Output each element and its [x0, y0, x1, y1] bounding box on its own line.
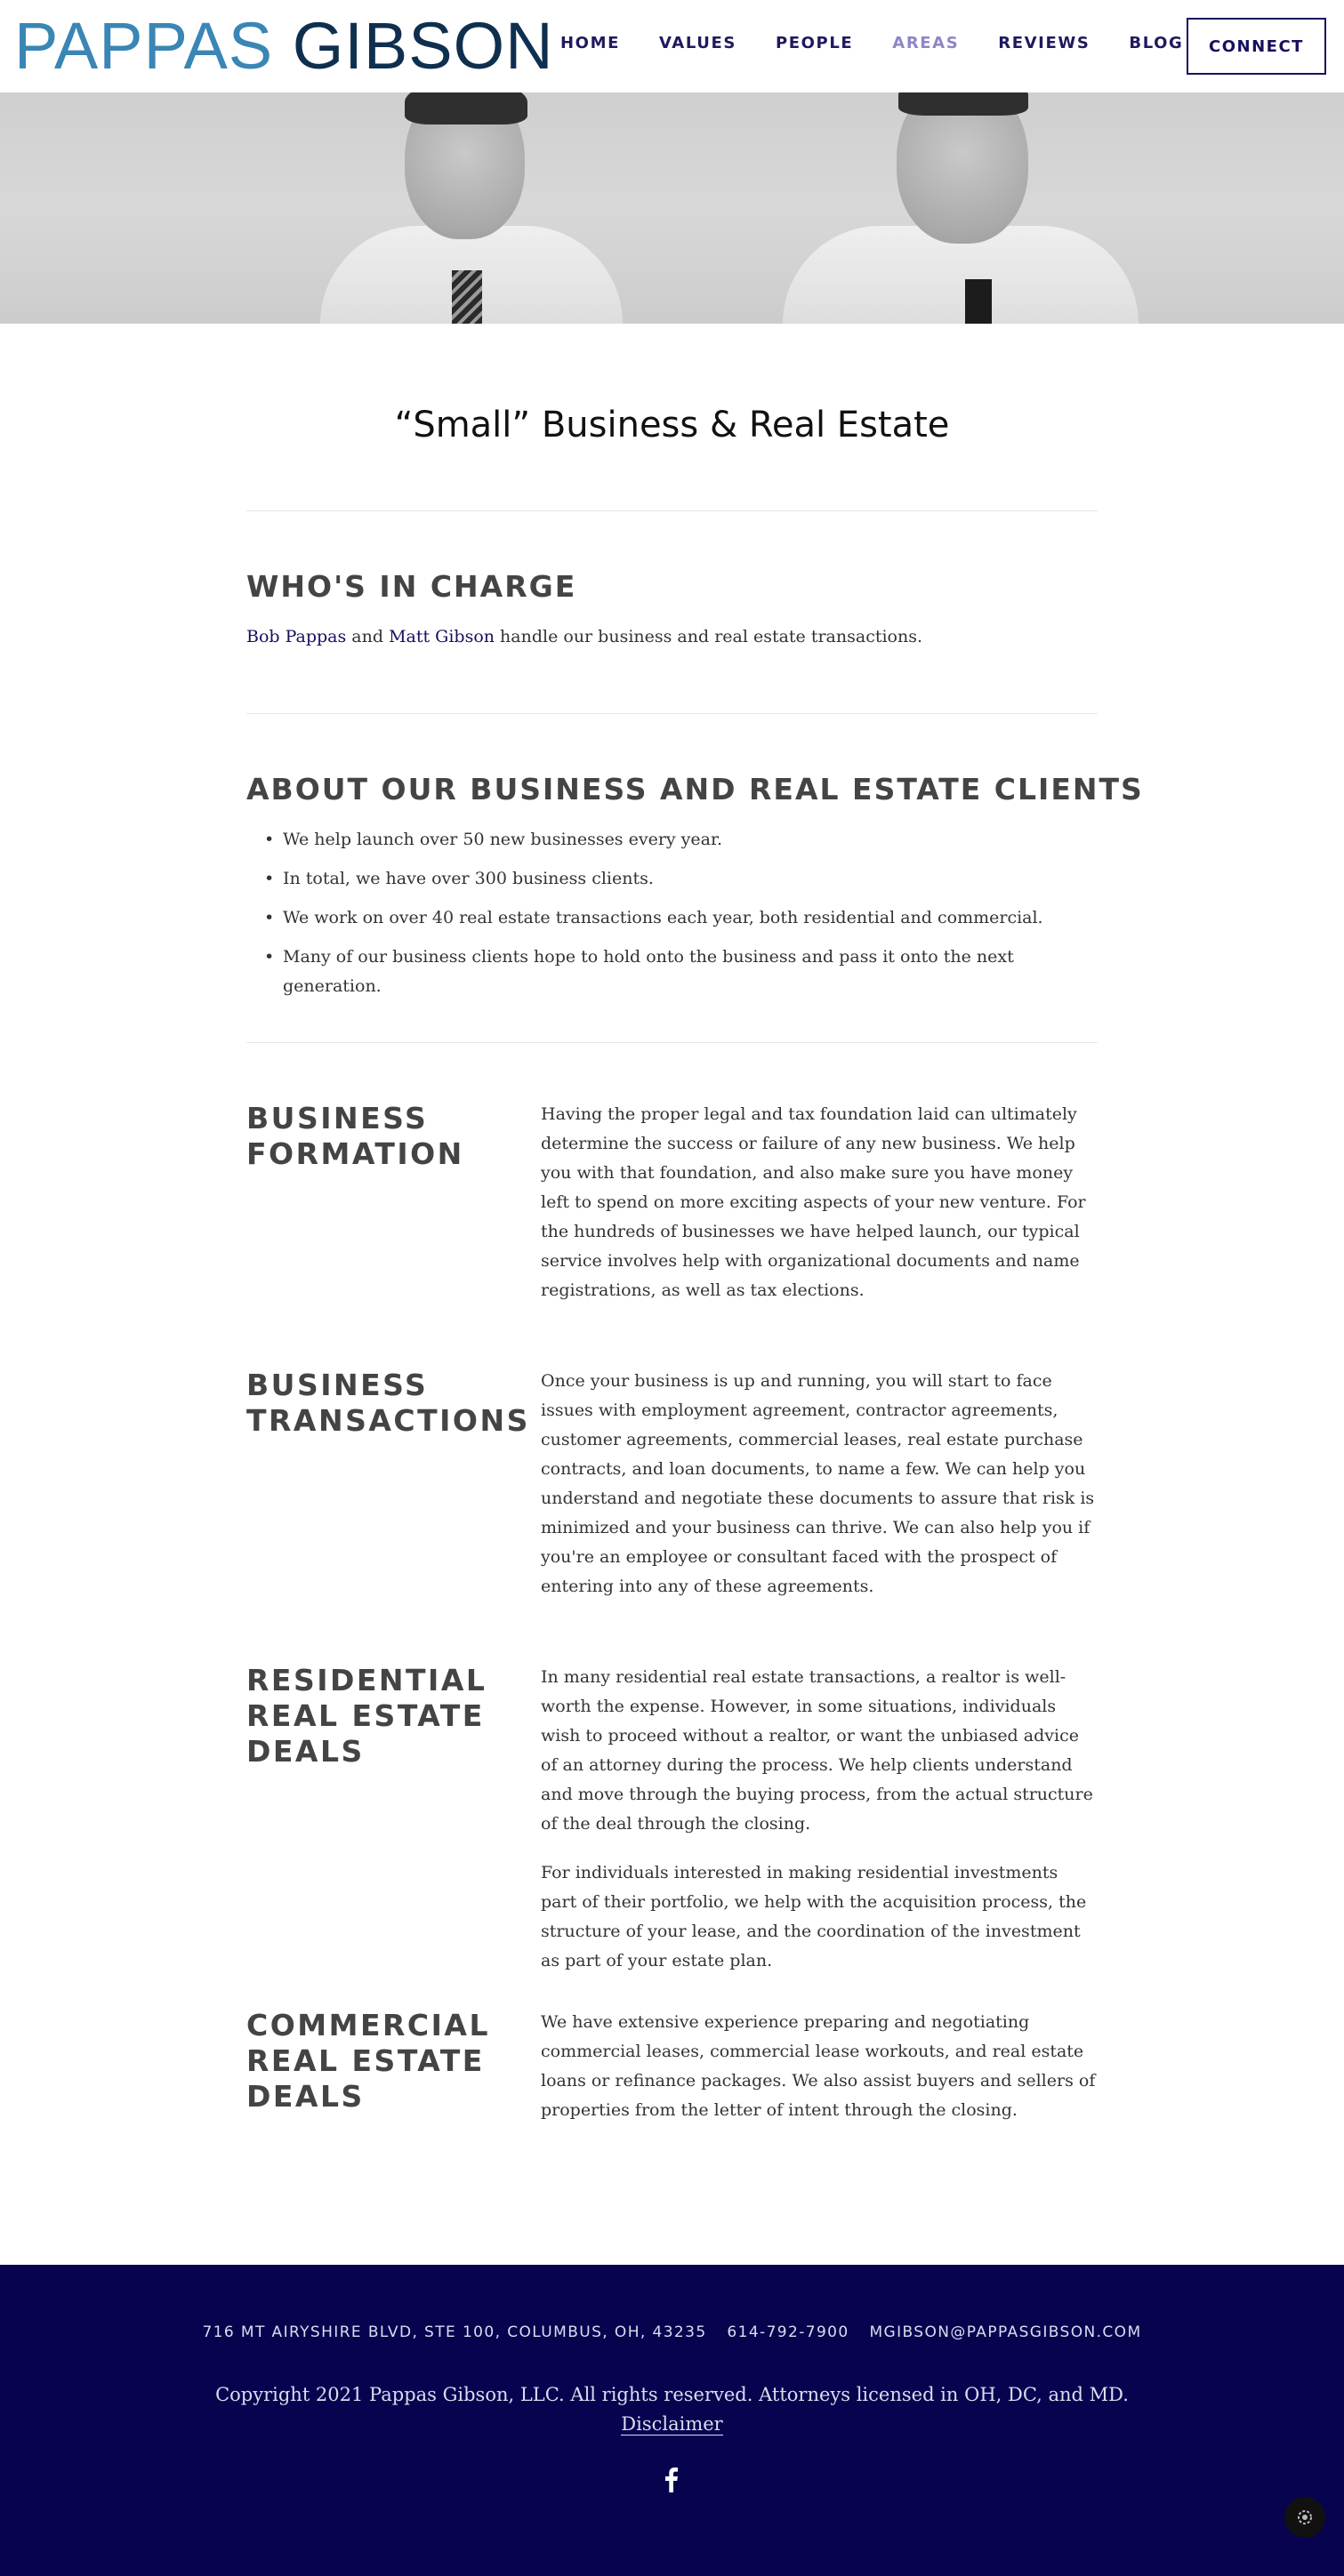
about-list: [264, 825, 1098, 1011]
bob-pappas-link[interactable]: Bob Pappas: [246, 627, 347, 646]
area-paragraph: We have extensive experience preparing and negotiating commercial leases, commercial lease workouts, and real estate loans or refinance packages. We also assist buyers and sellers of properties from the letter of intent through the closing.: [541, 2012, 1096, 2120]
area-paragraph: Having the proper legal and tax foundation laid can ultimately determine the success or failure of any new business. We help you with that foundation, and also make sure you have money left to spend on more exciting aspects of your new venture. For the hundreds of businesses we have helped launch, our typical service involves help with organizational documents and name registrations, as well as tax elections.: [541, 1104, 1086, 1300]
matt-gibson-link[interactable]: Matt Gibson: [389, 627, 495, 646]
footer-email[interactable]: MGIBSON@PAPPASGIBSON.COM: [869, 2323, 1142, 2341]
nav-values[interactable]: VALUES: [658, 34, 736, 52]
nav-areas[interactable]: AREAS: [892, 34, 960, 52]
site-logo[interactable]: [14, 7, 554, 85]
site-header: [0, 0, 1344, 92]
main-nav: [560, 34, 1222, 52]
footer-copyright: Copyright 2021 Pappas Gibson, LLC. All rights reserved. Attorneys licensed in OH, DC, and MD.: [215, 2384, 1129, 2405]
in-charge-and: and: [346, 627, 390, 646]
connect-button[interactable]: CONNECT: [1187, 18, 1326, 75]
area-heading-residential-real-estate: RESIDENTIAL REAL ESTATE DEALS: [246, 1663, 487, 1769]
area-paragraph: In many residential real estate transactions, a realtor is well-worth the expense. However, in some situations, individuals wish to proceed without a realtor, or want the unbiased advice of an attorney during the process. We help clients understand and move through the buying process, from the actual structure of the deal through the closing.: [541, 1667, 1093, 1834]
footer-contact: [0, 2323, 1344, 2341]
about-heading: ABOUT OUR BUSINESS AND REAL ESTATE CLIENTS: [246, 772, 1144, 807]
section-divider: [246, 713, 1098, 714]
area-heading-commercial-real-estate: COMMERCIAL REAL ESTATE DEALS: [246, 2008, 490, 2114]
area-paragraph: For individuals interested in making residential investments part of their portfolio, we help with the acquisition process, the structure of your lease, and the coordination of the investment as part of your estate plan.: [541, 1863, 1087, 1970]
cookie-settings-icon[interactable]: [1284, 2497, 1325, 2538]
area-body-business-formation: [541, 1100, 1098, 1325]
area-heading-business-transactions: BUSINESS TRANSACTIONS: [246, 1368, 530, 1438]
nav-people[interactable]: PEOPLE: [775, 34, 854, 52]
cookie-gear-icon: [1295, 2508, 1315, 2527]
list-item: • Many of our business clients hope to hold onto the business and pass it onto the next generation.: [264, 943, 1098, 1001]
nav-home[interactable]: HOME: [560, 34, 620, 52]
section-divider: [246, 1042, 1098, 1043]
footer-address[interactable]: 716 MT AIRYSHIRE BLVD, STE 100, COLUMBUS, OH, 43235: [202, 2323, 707, 2341]
page-title: “Small” Business & Real Estate: [394, 405, 950, 445]
attorney-photo-right: [783, 92, 1139, 324]
hero-photo: [0, 92, 1344, 324]
nav-blog[interactable]: BLOG: [1129, 34, 1184, 52]
area-body-residential-real-estate: [541, 1663, 1098, 1995]
attorney-photo-left: [320, 92, 623, 324]
footer-phone[interactable]: 614-792-7900: [727, 2323, 849, 2341]
section-divider: [246, 510, 1098, 511]
list-item: • We help launch over 50 new businesses every year.: [264, 825, 1098, 855]
area-body-commercial-real-estate: [541, 2008, 1098, 2145]
in-charge-text: [246, 622, 1098, 652]
site-footer: [0, 2265, 1344, 2576]
logo-part-gibson: GIBSON: [292, 9, 554, 83]
nav-reviews[interactable]: REVIEWS: [998, 34, 1090, 52]
disclaimer-link[interactable]: Disclaimer: [621, 2413, 723, 2435]
in-charge-rest: handle our business and real estate transactions.: [495, 627, 923, 646]
area-body-business-transactions: [541, 1367, 1098, 1621]
area-paragraph: Once your business is up and running, you will start to face issues with employment agreement, contractor agreements, customer agreements, commercial leases, real estate purchase contracts, and loan documents, to name a few. We can help you understand and negotiate these documents to assure that risk is minimized and your business can thrive. We can also help you if you're an employee or consultant faced with the prospect of entering into any of these agreements.: [541, 1371, 1095, 1596]
footer-disclaimer-wrap: [0, 2410, 1344, 2439]
list-item: • In total, we have over 300 business clients.: [264, 864, 1098, 894]
in-charge-heading: WHO'S IN CHARGE: [246, 569, 577, 604]
list-item: • We work on over 40 real estate transactions each year, both residential and commercial.: [264, 903, 1098, 933]
facebook-icon[interactable]: [660, 2466, 683, 2492]
logo-part-pappas: PAPPAS: [14, 9, 274, 83]
area-heading-business-formation: BUSINESS FORMATION: [246, 1101, 464, 1171]
